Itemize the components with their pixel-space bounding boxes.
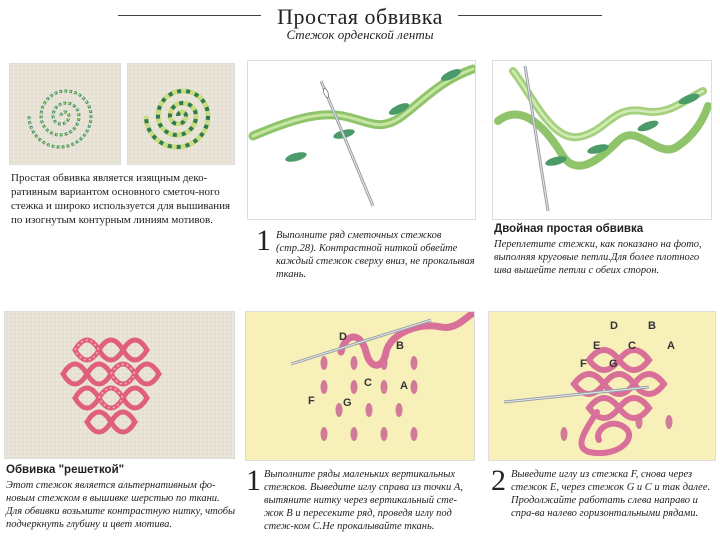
- illustration-whipped-running: [247, 60, 476, 220]
- diagram2-label-d: D: [610, 320, 618, 332]
- photo-spiral-whipped: [9, 63, 121, 165]
- double-whip-heading: Двойная простая обвивка: [494, 223, 644, 235]
- diagram2-label-e: E: [593, 340, 601, 352]
- diagram1-label-f: F: [308, 395, 315, 407]
- diagram2-label-f: F: [580, 358, 587, 370]
- title-rule-right: [458, 15, 602, 16]
- diagram2-label-c: C: [628, 340, 636, 352]
- illustration-lattice-step2: [488, 311, 716, 461]
- diagram2-label-b: B: [648, 320, 656, 332]
- illustration-lattice-step1: [245, 311, 475, 461]
- diagram2-label-g: G: [609, 358, 618, 370]
- lattice-text: Этот стежок является альтернативным фо-новым стежком в вышивке шерстью по ткани. Для обвивки возьмите контрастную нитку, чтобы подчеркнуть глубину и цвет мотива.: [6, 480, 236, 530]
- step1-number: 1: [256, 224, 271, 257]
- page-subtitle: Стежок орденской ленты: [286, 27, 434, 42]
- photo-lattice: [4, 311, 235, 459]
- lattice-step1-text: Выполните ряды маленьких вертикальных стежков. Выведите иглу справа из точки А, вытяните нитку через вертикальный сте-жок В и пересеките ряд, проведя иглу под стеж-ком С.Не прокалывайте ткань.: [264, 469, 463, 532]
- lattice-step2-number: 2: [491, 464, 506, 497]
- title-rule-left: [118, 15, 261, 16]
- double-whip-text: Переплетите стежки, как показано на фото, выполняя круговые петли.Для более плотного шва вышейте петли с обеих сторон.: [494, 239, 702, 276]
- diagram1-label-a: A: [400, 380, 408, 392]
- photo-spiral-double: [127, 63, 235, 165]
- page-title: Простая обвивка: [277, 4, 443, 29]
- lattice-step2-text: Выведите иглу из стежка F, снова через стежок E, через стежок G и C и так далее. Продолжайте работать слева направо и спра-ва налево горизонтальными рядами.: [511, 469, 711, 519]
- diagram1-label-b: B: [396, 340, 404, 352]
- diagram1-label-d: D: [339, 331, 347, 343]
- diagram1-label-g: G: [343, 397, 352, 409]
- diagram1-label-c: C: [364, 377, 372, 389]
- intro-text: Простая обвивка является изящным деко-ративным вариантом основного сметоч-ного стежка и широко используется для вышивания по изогнутым контурным линиям мотивов.: [11, 172, 231, 226]
- lattice-heading: Обвивка "решеткой": [6, 464, 125, 476]
- illustration-double-whipped: [492, 60, 712, 220]
- diagram2-label-a: A: [667, 340, 675, 352]
- step1-text: Выполните ряд сметочных стежков (стр.28). Контрастной ниткой обвейте каждый стежок сверху вниз, не прокалывая ткань.: [276, 230, 475, 280]
- lattice-step1-number: 1: [246, 464, 261, 497]
